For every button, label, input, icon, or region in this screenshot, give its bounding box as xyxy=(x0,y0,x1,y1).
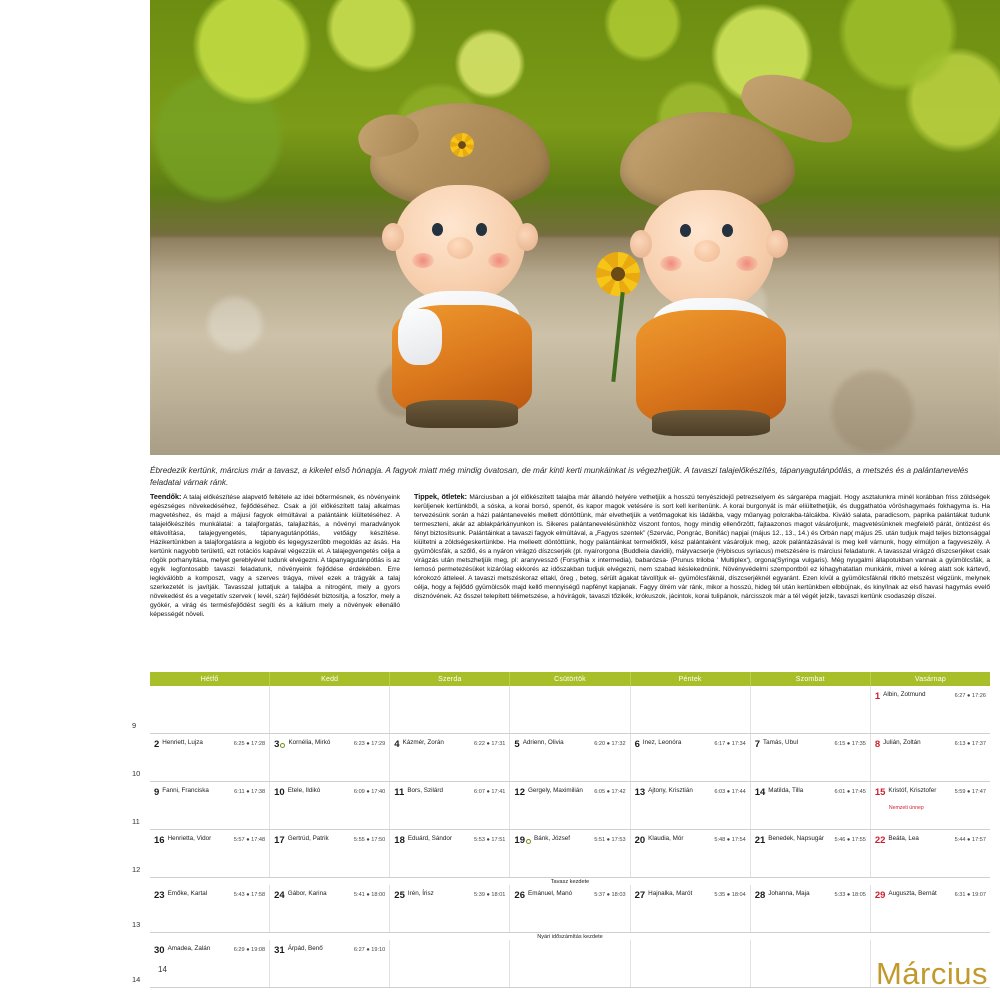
week-number: 14 xyxy=(132,975,141,984)
calendar-day-cell[interactable] xyxy=(630,734,750,781)
gnome-dress-right xyxy=(636,310,786,425)
calendar-week xyxy=(132,830,990,878)
calendar-day-cell xyxy=(750,686,870,733)
name-day-names: Beáta, Lea xyxy=(888,835,919,842)
name-day-names: Inez, Leonóra xyxy=(642,739,682,746)
sunrise-sunset-times: 6:31 ● 19:07 xyxy=(954,892,986,898)
week-number: 13 xyxy=(132,920,141,929)
day-number: 25 xyxy=(394,890,405,901)
calendar-day-cell[interactable] xyxy=(630,885,750,932)
day-number: 5 xyxy=(514,739,520,750)
moon-phase-icon xyxy=(280,743,285,748)
day-number: 29 xyxy=(874,890,886,901)
name-day-names: Henriett, Lujza xyxy=(162,739,203,746)
sunrise-sunset-times: 5:39 ● 18:01 xyxy=(474,892,506,898)
calendar-day-cell xyxy=(750,940,870,987)
sunrise-sunset-times: 5:53 ● 17:51 xyxy=(474,837,506,843)
day-number: 20 xyxy=(634,835,646,846)
weekday-sunday: Vasárnap xyxy=(870,672,990,686)
calendar-day-cell[interactable] xyxy=(750,734,870,781)
sunrise-sunset-times: 5:48 ● 17:54 xyxy=(714,837,746,843)
day-number: 28 xyxy=(754,890,766,901)
gnome-ear-right-2 xyxy=(766,230,788,258)
gnome-boots-left xyxy=(406,400,518,428)
sunrise-sunset-times: 6:17 ● 17:34 xyxy=(714,741,746,747)
sunrise-sunset-times: 5:51 ● 17:53 xyxy=(594,837,626,843)
sunrise-sunset-times: 6:23 ● 17:29 xyxy=(353,741,386,747)
calendar-day-cell[interactable] xyxy=(269,885,389,932)
day-number: 8 xyxy=(874,739,881,750)
day-number: 14 xyxy=(754,787,766,798)
day-number: 26 xyxy=(514,890,525,901)
calendar-day-cell[interactable] xyxy=(509,734,629,781)
tippek-heading: Tippek, ötletek: xyxy=(414,492,468,501)
calendar-day-cell xyxy=(269,686,389,733)
calendar-week xyxy=(132,878,990,933)
name-day-names: Johanna, Maja xyxy=(768,890,810,897)
sunrise-sunset-times: 6:27 ● 17:26 xyxy=(954,693,986,699)
calendar-day-cell[interactable] xyxy=(150,734,269,781)
sunrise-sunset-times: 5:44 ● 17:57 xyxy=(954,837,986,843)
name-day-names: Tamás, Ubul xyxy=(763,739,798,746)
gnome-eye-left-2 xyxy=(476,223,487,236)
calendar-week xyxy=(132,782,990,830)
day-number: 17 xyxy=(274,835,285,846)
day-number: 4 xyxy=(394,739,400,750)
calendar-day-cell[interactable] xyxy=(269,940,389,987)
name-day-names: Kristóf, Krisztofer xyxy=(888,787,937,794)
teendok-heading: Teendők: xyxy=(150,492,182,501)
calendar-week xyxy=(132,734,990,782)
day-number: 1 xyxy=(874,691,881,702)
gnome-ear-left xyxy=(382,223,404,251)
calendar-banner: Nyári időszámítás kezdete xyxy=(537,934,603,940)
sunrise-sunset-times: 6:13 ● 17:37 xyxy=(954,741,986,747)
day-number: 2 xyxy=(154,739,160,750)
sunrise-sunset-times: 5:41 ● 18:00 xyxy=(353,892,386,898)
gnome-figurine-left xyxy=(350,95,580,435)
calendar-day-cell[interactable] xyxy=(509,885,629,932)
calendar-week xyxy=(132,686,990,734)
name-day-names: Matilda, Tilla xyxy=(768,787,804,794)
article-column-right xyxy=(414,492,990,601)
calendar-week-row xyxy=(150,686,990,733)
calendar-weeks xyxy=(132,686,990,988)
calendar-day-cell[interactable] xyxy=(269,734,389,781)
gnome-figurine-right xyxy=(590,72,860,437)
sunrise-sunset-times: 6:20 ● 17:32 xyxy=(594,741,626,747)
calendar-day-cell[interactable] xyxy=(750,782,870,829)
name-day-names: Gergely, Maximilián xyxy=(528,787,583,794)
calendar-banner: Tavasz kezdete xyxy=(550,879,590,885)
article-columns xyxy=(150,492,990,619)
calendar-day-cell[interactable] xyxy=(389,782,509,829)
day-number: 3 xyxy=(274,739,280,750)
calendar-week-row xyxy=(150,734,990,781)
name-day-names: Auguszta, Bernát xyxy=(888,890,937,897)
name-day-names: Árpád, Benő xyxy=(287,945,323,952)
weekday-saturday: Szombat xyxy=(750,672,870,686)
calendar-day-cell[interactable] xyxy=(150,782,269,829)
calendar-day-cell xyxy=(150,686,269,733)
name-day-names: Kornélia, Mirkó xyxy=(288,739,331,746)
calendar-day-cell[interactable] xyxy=(630,782,750,829)
photo-caption: Ébredezik kertünk, március már a tavasz, a kikelet első hónapja. A fagyok miatt még mindig óvatosan, de már kinti kerti munkáinkat is végezhetjük. A tavaszi talajelőkészítés, tápanyagutánpótlás, a metszés és a palántanevelés feladatai várnak ránk. xyxy=(150,466,969,487)
sunrise-sunset-times: 6:05 ● 17:42 xyxy=(594,789,626,795)
sunrise-sunset-times: 5:59 ● 17:47 xyxy=(954,789,986,795)
calendar-day-cell[interactable] xyxy=(509,830,629,877)
day-number: 19 xyxy=(514,835,525,846)
calendar-day-cell[interactable] xyxy=(509,782,629,829)
weekday-tuesday: Kedd xyxy=(269,672,389,686)
week-number: 12 xyxy=(132,865,141,874)
sunflower-stem-right xyxy=(611,292,624,382)
day-number: 30 xyxy=(154,945,165,956)
sunflower-hat-badge-left xyxy=(450,133,474,157)
calendar-day-cell[interactable] xyxy=(150,940,269,987)
sunrise-sunset-times: 6:29 ● 19:08 xyxy=(233,947,266,953)
calendar-week-row xyxy=(150,782,990,829)
name-day-names: Ajtony, Krisztián xyxy=(648,787,693,794)
weekday-thursday: Csütörtök xyxy=(509,672,629,686)
gnome-eye-left-1 xyxy=(432,223,443,236)
gnome-ear-right-left xyxy=(516,223,538,251)
gnome-cheek-right-2 xyxy=(736,256,758,271)
sunrise-sunset-times: 5:43 ● 17:58 xyxy=(233,892,266,898)
calendar-day-cell[interactable] xyxy=(630,830,750,877)
name-day-names: Bors, Szilárd xyxy=(407,787,444,794)
gnome-eye-right-2 xyxy=(722,224,733,237)
article-column-left xyxy=(150,492,400,619)
day-number: 16 xyxy=(154,835,165,846)
day-number: 11 xyxy=(394,787,405,798)
calendar-weekday-header xyxy=(150,672,990,686)
sunrise-sunset-times: 5:46 ● 17:55 xyxy=(834,837,866,843)
holiday-note: Nemzeti ünnep xyxy=(888,805,924,811)
calendar-week-row xyxy=(150,940,990,987)
day-number: 12 xyxy=(514,787,525,798)
sunrise-sunset-times: 6:15 ● 17:35 xyxy=(834,741,866,747)
calendar-day-cell[interactable] xyxy=(389,734,509,781)
week-number: 11 xyxy=(132,817,140,826)
sunrise-sunset-times: 5:33 ● 18:05 xyxy=(834,892,866,898)
gnome-boots-right xyxy=(652,410,770,436)
page-number: 14 xyxy=(158,965,167,974)
day-number: 13 xyxy=(634,787,646,798)
calendar-day-cell[interactable] xyxy=(870,782,990,829)
day-number: 24 xyxy=(274,890,285,901)
hero-photo xyxy=(150,0,1000,455)
name-day-names: Adrienn, Olivia xyxy=(522,739,564,746)
day-number: 22 xyxy=(874,835,886,846)
calendar-day-cell[interactable] xyxy=(150,830,269,877)
calendar-day-cell xyxy=(630,940,750,987)
gnome-cheek-right-1 xyxy=(660,256,682,271)
calendar-day-cell[interactable] xyxy=(269,830,389,877)
name-day-names: Hajnalka, Marót xyxy=(648,890,693,897)
gnome-cheek-left-1 xyxy=(412,253,434,268)
week-number: 9 xyxy=(132,721,137,730)
name-day-names: Gertrúd, Patrik xyxy=(287,835,329,842)
weekday-monday: Hétfő xyxy=(200,676,219,683)
calendar-week-row xyxy=(150,830,990,877)
name-day-names: Kázmér, Zorán xyxy=(402,739,444,746)
calendar-week xyxy=(132,933,990,988)
calendar-day-cell[interactable] xyxy=(269,782,389,829)
sunrise-sunset-times: 6:07 ● 17:41 xyxy=(474,789,506,795)
day-number: 15 xyxy=(874,787,886,798)
sunrise-sunset-times: 5:35 ● 18:04 xyxy=(714,892,746,898)
sunrise-sunset-times: 5:55 ● 17:50 xyxy=(353,837,386,843)
name-day-names: Gábor, Karina xyxy=(287,890,327,897)
day-number: 21 xyxy=(754,835,766,846)
weekday-wednesday: Szerda xyxy=(389,672,509,686)
calendar-day-cell xyxy=(509,940,629,987)
day-number: 10 xyxy=(274,787,285,798)
name-day-names: Fanni, Franciska xyxy=(162,787,209,794)
day-number: 9 xyxy=(154,787,160,798)
gnome-eye-right-1 xyxy=(680,224,691,237)
tippek-body: Márciusban a jól előkészített talajba már állandó helyére vethetjük a hosszú tenyészidejű petrezselyem és sárgarépa magjait. Hogy asztalunkra minél korábban friss zöldségek kerüljenek kertünkből, a sóska, a korai borsó, spenót, és kapor magok vetésére is sort kell kerítenünk. A korai burgonyát is már eliültethetjük, és duggathatóa vöröshagymaés fokhagyma is. Ha tervezésünk során a házi palántanevelés mellett döntöttünk, már elvethetjük a vetőmagokat kis ládákba, vagy műanyag polcrakba-tálcákba. Kiváló salata, paradicsom, paprika palántákat tudunk termeszteni, akár az ablakpárkányunkon is. Sikeres palántanevelésünkhöz viszont fontos, hogy mindig ellenőrzött, fajtaazonos magot vásároljunk, magvetésünknek megfelelő párát, öntözést és fényt biztosítsunk. Palántáinkat a tavaszi fagyok elmúltával, a „Fagyos szentek” (Szervác, Pongrác, Bonifác) napjai (május 12., 13., 14.) és Orbán nap( május 25. után tudjuk majd teljes biztonsággal kiültetni a zöldségeskertünkbe. Ha melleett döntöttünk, hogy palántáinkat termelőktől, kész palántaként vásároljuk meg, azok palántázásával is meg kell várnunk, hogy elmúljon a fagyveszély. A gyümölcsfák, a szőlő, és a nyáron virágzó díszcserjék (pl. nyaírorgona (Buddleia davidii), mályvacserje (Hybiscus syriacus) metszésére is márciusi feladatunk. A tavasszal virágzó díszcserjéket csak virágzás után metszhetjük meg, pl: aranyvessző (Forsythia x intermedia), babarózsa- (Prunus triloba ' Multiplex'), orgona(Syringa vulgaris). Még nyugalmi állapotukban vannak a gyümölcsfák, a lemosó permetezésüket kizárólag ekkorés az időszakban tudjuk elvégezni, nem szabad késlekednünk. Növényvédelmi szempontból ez kihagyhatatlan munkánk, mivel a kéreg alatt sok kártevő, kórokozó átteleel. A tavaszi metszéskoraz eltakl, öreg , beteg, sérült ágakat távolítjuk el- gyümölcsfáknál, díszcserjéknél egyaránt. Ezen kívül a gyümölcsfáknál ritkító metszést végzünk, melynek célja, hogy a fejlődő gyümölcsök majd kellő mennyiségű napfényt kapjanak. Fagyy ölrém vár ránk, mikor a hosszú, hideg tél után kertünkben elbbújnak, és kinyílnak az első havasi hagymás evelő disznóvének. Az ősszel telepített télimetszése, a hóvirágok, tavaszi tőzikék, krókuszok, jácintok, korai tulipánok, nárcisszok már a tél végét jelzik, tavaszi kertünk csodaszép díszei. xyxy=(414,494,990,601)
name-day-names: Amadea, Zalán xyxy=(167,945,211,952)
name-day-names: Henrietta, Vidor xyxy=(167,835,212,842)
name-day-names: Benedek, Napsugár xyxy=(768,835,824,842)
calendar-day-cell[interactable] xyxy=(750,830,870,877)
month-title: Március xyxy=(875,956,988,991)
sunrise-sunset-times: 6:03 ● 17:44 xyxy=(714,789,746,795)
gnome-cheek-left-2 xyxy=(488,253,510,268)
sunflower-held-right xyxy=(596,252,640,296)
calendar-day-cell[interactable] xyxy=(150,885,269,932)
name-day-names: Bánk, József xyxy=(534,835,571,842)
sunrise-sunset-times: 6:11 ● 17:38 xyxy=(234,789,266,795)
sunrise-sunset-times: 5:57 ● 17:48 xyxy=(233,837,266,843)
gnome-sleeve-left xyxy=(398,309,442,365)
calendar-day-cell xyxy=(389,940,509,987)
day-number: 27 xyxy=(634,890,646,901)
name-day-names: Julián, Zoltán xyxy=(883,739,921,746)
name-day-names: Klaudia, Mór xyxy=(648,835,684,842)
calendar-day-cell[interactable] xyxy=(870,830,990,877)
day-number: 6 xyxy=(634,739,640,750)
sunrise-sunset-times: 6:22 ● 17:31 xyxy=(474,741,506,747)
calendar-day-cell xyxy=(389,686,509,733)
calendar-day-cell xyxy=(509,686,629,733)
day-number: 18 xyxy=(394,835,405,846)
calendar-week-row xyxy=(150,885,990,932)
calendar-day-cell[interactable] xyxy=(870,885,990,932)
sunrise-sunset-times: 6:01 ● 17:45 xyxy=(834,789,866,795)
gnome-nose-right xyxy=(694,240,720,262)
calendar-day-cell[interactable] xyxy=(870,686,990,733)
day-number: 7 xyxy=(754,739,760,750)
day-number: 31 xyxy=(274,945,285,956)
sunrise-sunset-times: 5:37 ● 18:03 xyxy=(594,892,626,898)
teendok-body: A talaj előkészítése alapvető feltétele az idei bőtermésnek, és növényeink egészséges növekedéséhez, fejlődéséhez. Csak a jól előkészített talaj alkalmas magvetéshez, és majd a májusi fagyok elmúltával a palántáink kiültetéséhez. A talajelőkészítés munkálatai: a talajforgatás, talajlazítás, a növényi maradványok eltávolítása, talajegyengetés, tápanyagutánpótlás, vetőágy készítése. Házikertünkben a talajforgatásra a legjobb és legegyszerűbb megoldás az ásás. Ha kertünk nagyobb területű, ezt rotációs kapával végezzük el. A talajegyengetés célja a rögök porhanyítása, melyet gereblyével tudunk elvégezni. A tápanyagutánpótlás is az egyik legfontosabb tavaszi feladatunk, növényeink fejlődése érdekében. Erre legkiválóbb a komposzt, vagy a szerves trágya, mivel ezek a trágyák a talaj szerkezetét is javítják. Tavasszal juttatjuk a talajba a nitrogént, mely a gyors növekedést és a vegetatív szervek ( levél, szár) fejlődését biztosítja, a foszfor, mely a gyökér, a virág és termésfejlődést segíti és a kálium mely a növények ellenálló képességét növeli. xyxy=(150,494,400,619)
day-number: 23 xyxy=(154,890,165,901)
weekday-friday: Péntek xyxy=(630,672,750,686)
gnome-nose-left xyxy=(447,237,473,259)
sunrise-sunset-times: 6:27 ● 19:10 xyxy=(353,947,386,953)
name-day-names: Etele, Ildikó xyxy=(287,787,321,794)
sunrise-sunset-times: 6:25 ● 17:28 xyxy=(233,741,266,747)
week-number: 10 xyxy=(132,769,141,778)
name-day-names: Emőke, Kartal xyxy=(167,890,208,897)
calendar-day-cell[interactable] xyxy=(750,885,870,932)
moon-phase-icon xyxy=(526,839,531,844)
name-day-names: Albin, Zotmund xyxy=(883,691,926,698)
calendar xyxy=(132,672,990,988)
sunrise-sunset-times: 6:09 ● 17:40 xyxy=(353,789,386,795)
calendar-day-cell[interactable] xyxy=(389,830,509,877)
name-day-names: Irén, Írisz xyxy=(407,890,434,897)
name-day-names: Eduárd, Sándor xyxy=(407,835,452,842)
name-day-names: Emánuel, Manó xyxy=(528,890,573,897)
calendar-day-cell[interactable] xyxy=(389,885,509,932)
calendar-day-cell[interactable] xyxy=(870,734,990,781)
calendar-day-cell xyxy=(630,686,750,733)
